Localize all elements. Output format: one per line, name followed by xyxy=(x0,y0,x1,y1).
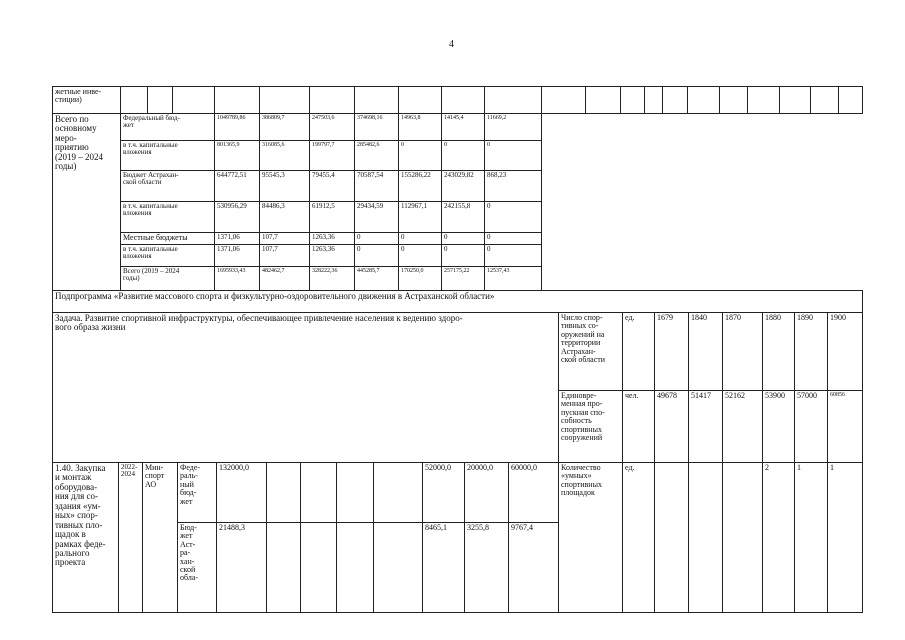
total-row-value: 1263,36 xyxy=(309,232,355,245)
total-row-value: 482462,7 xyxy=(259,266,310,291)
indicator-value: 1890 xyxy=(794,312,828,391)
total-row-value: 14963,8 xyxy=(398,113,442,141)
item-empty-cell xyxy=(300,462,337,523)
total-row-value: 0 xyxy=(484,140,542,171)
item-value: 60000,0 xyxy=(508,462,559,523)
total-row-value: 199797,7 xyxy=(309,140,355,171)
total-row-value: 84486,3 xyxy=(259,201,310,233)
total-row-value: 644772,51 xyxy=(214,170,260,202)
indicator-value: 51417 xyxy=(688,390,723,463)
total-row-value: 1371,06 xyxy=(214,232,260,245)
prev-row-cell xyxy=(662,86,688,114)
item-name: 1.40. Закупка и монтаж оборудова- ния для со- здания «ум- ных» спор- тивных пло- щадок в рамках феде- рального проекта xyxy=(52,462,119,613)
item-empty-cell xyxy=(266,522,301,613)
prev-row-cell xyxy=(441,86,485,114)
indicator-value: 60856 xyxy=(827,390,863,463)
prev-row-cell xyxy=(398,86,442,114)
prev-row-cell xyxy=(779,86,811,114)
total-row-value: 107,7 xyxy=(259,244,310,267)
prev-row-cell xyxy=(810,86,839,114)
total-row-value: 95545,3 xyxy=(259,170,310,202)
total-row-value: 1695933,43 xyxy=(214,266,260,291)
item-value: 3255,8 xyxy=(464,522,509,613)
task-text: Задача. Развитие спортивной инфраструктуры, обеспечивающее привлечение населения к ведению здоро- вого образа жизни xyxy=(52,312,559,463)
item-value: 9767,4 xyxy=(508,522,559,613)
total-row-value: 0 xyxy=(441,232,485,245)
total-row-name: в т.ч. капитальные вложения xyxy=(120,140,215,171)
total-row-name: Всего (2019 – 2024 годы) xyxy=(120,266,215,291)
prev-row-cell xyxy=(620,86,645,114)
item-indicator-value: 1 xyxy=(794,462,828,613)
total-row-value: 70587,54 xyxy=(354,170,399,202)
total-row-name: в т.ч. капитальные вложения xyxy=(120,201,215,233)
prev-row-cell xyxy=(214,86,260,114)
prev-row-cell xyxy=(354,86,399,114)
indicator-value: 1880 xyxy=(762,312,795,391)
total-row-value: 0 xyxy=(484,244,542,267)
indicator-unit: ед. xyxy=(622,312,655,391)
total-row-value: 155286,22 xyxy=(398,170,442,202)
indicator-value: 1900 xyxy=(827,312,863,391)
total-row-value: 12537,43 xyxy=(484,266,542,291)
total-row-value: 386809,7 xyxy=(259,113,310,141)
item-indicator-value xyxy=(688,462,723,613)
item-years: 2022- 2024 xyxy=(118,462,143,613)
total-row-value: 328222,36 xyxy=(309,266,355,291)
prev-row-cell xyxy=(585,86,621,114)
indicator-value: 1679 xyxy=(654,312,689,391)
total-row-name: Местные бюджеты xyxy=(120,232,215,245)
prev-row-cell xyxy=(147,86,173,114)
total-row-value: 242155,8 xyxy=(441,201,485,233)
item-empty-cell xyxy=(300,522,337,613)
indicator-value: 1870 xyxy=(722,312,763,391)
total-row-value: 530956,29 xyxy=(214,201,260,233)
item-empty-cell xyxy=(373,522,423,613)
indicator-value: 57000 xyxy=(794,390,828,463)
item-indicator-name: Количество «умных» спортивных площадок xyxy=(558,462,623,613)
total-row-value: 0 xyxy=(441,140,485,171)
total-row-value: 0 xyxy=(441,244,485,267)
item-empty-cell xyxy=(336,522,374,613)
total-row-value: 14145,4 xyxy=(441,113,485,141)
item-executor: Мин- спорт АО xyxy=(142,462,178,613)
total-row-value: 1263,36 xyxy=(309,244,355,267)
total-row-value: 247503,6 xyxy=(309,113,355,141)
item-value: 20000,0 xyxy=(464,462,509,523)
total-row-value: 0 xyxy=(354,244,399,267)
item-empty-cell xyxy=(266,462,301,523)
item-value: 52000,0 xyxy=(422,462,465,523)
prev-row-cell xyxy=(309,86,355,114)
total-row-value: 11669,2 xyxy=(484,113,542,141)
total-row-value: 316085,6 xyxy=(259,140,310,171)
indicator-value: 1840 xyxy=(688,312,723,391)
item-source: Бюд- жет Аст- ра- хан- ской обла- xyxy=(177,522,217,613)
item-total: 21488,3 xyxy=(216,522,267,613)
total-row-value: 868,23 xyxy=(484,170,542,202)
total-row-value: 107,7 xyxy=(259,232,310,245)
total-row-value: 801365,9 xyxy=(214,140,260,171)
total-row-value: 79455,4 xyxy=(309,170,355,202)
total-row-value: 0 xyxy=(484,201,542,233)
total-row-name: в т.ч. капитальные вложения xyxy=(120,244,215,267)
prev-row-cell xyxy=(747,86,780,114)
item-source: Феде- раль- ный бюд- жет xyxy=(177,462,217,523)
indicator-value: 53900 xyxy=(762,390,795,463)
prev-row-cell xyxy=(687,86,720,114)
item-empty-cell xyxy=(373,462,423,523)
prev-row-label: жетные инве- стиции) xyxy=(52,86,121,114)
indicator-name: Единовре- менная про- пускная спо- собность спортивных сооружений xyxy=(558,390,623,463)
total-row-value: 0 xyxy=(354,232,399,245)
total-row-value: 445285,7 xyxy=(354,266,399,291)
total-row-value: 0 xyxy=(398,232,442,245)
item-empty-cell xyxy=(336,462,374,523)
indicator-name: Число спор- тивных со- оружений на территории Астрахан- ской области xyxy=(558,312,623,391)
prev-row-cell xyxy=(719,86,748,114)
prev-row-cell xyxy=(644,86,663,114)
prev-row-cell xyxy=(838,86,863,114)
total-row-name: Федеральный бюд- жет xyxy=(120,113,215,141)
total-row-value: 170250,0 xyxy=(398,266,442,291)
total-row-value: 0 xyxy=(398,244,442,267)
item-value: 8465,1 xyxy=(422,522,465,613)
indicator-unit: чел. xyxy=(622,390,655,463)
total-row-value: 374698,16 xyxy=(354,113,399,141)
total-row-value: 257175,22 xyxy=(441,266,485,291)
item-total: 132000,0 xyxy=(216,462,267,523)
prev-row-cell xyxy=(172,86,215,114)
prev-row-cell xyxy=(120,86,148,114)
prev-row-cell xyxy=(259,86,310,114)
total-row-value: 61912,5 xyxy=(309,201,355,233)
total-row-value: 112967,1 xyxy=(398,201,442,233)
total-row-value: 1049789,86 xyxy=(214,113,260,141)
indicator-value: 49678 xyxy=(654,390,689,463)
item-indicator-value xyxy=(654,462,689,613)
total-row-value: 29434,59 xyxy=(354,201,399,233)
subprogram-title: Подпрограмма «Развитие массового спорта и физкультурно-оздоровительного движения в Астраханской области» xyxy=(52,290,863,313)
item-indicator-value: 2 xyxy=(762,462,795,613)
item-indicator-value xyxy=(722,462,763,613)
total-row-value: 0 xyxy=(484,232,542,245)
prev-row-cell xyxy=(541,86,586,114)
total-block-label: Всего по основному меро- приятию (2019 – 2024 годы) xyxy=(52,113,121,291)
prev-row-cell xyxy=(484,86,542,114)
total-row-value: 285482,6 xyxy=(354,140,399,171)
total-row-value: 0 xyxy=(398,140,442,171)
total-row-value: 1371,06 xyxy=(214,244,260,267)
total-row-value: 243029,82 xyxy=(441,170,485,202)
item-indicator-unit: ед. xyxy=(622,462,655,613)
indicator-value: 52162 xyxy=(722,390,763,463)
total-row-name: Бюджет Астрахан- ской области xyxy=(120,170,215,202)
page-number: 4 xyxy=(449,39,454,50)
item-indicator-value: 1 xyxy=(827,462,863,613)
